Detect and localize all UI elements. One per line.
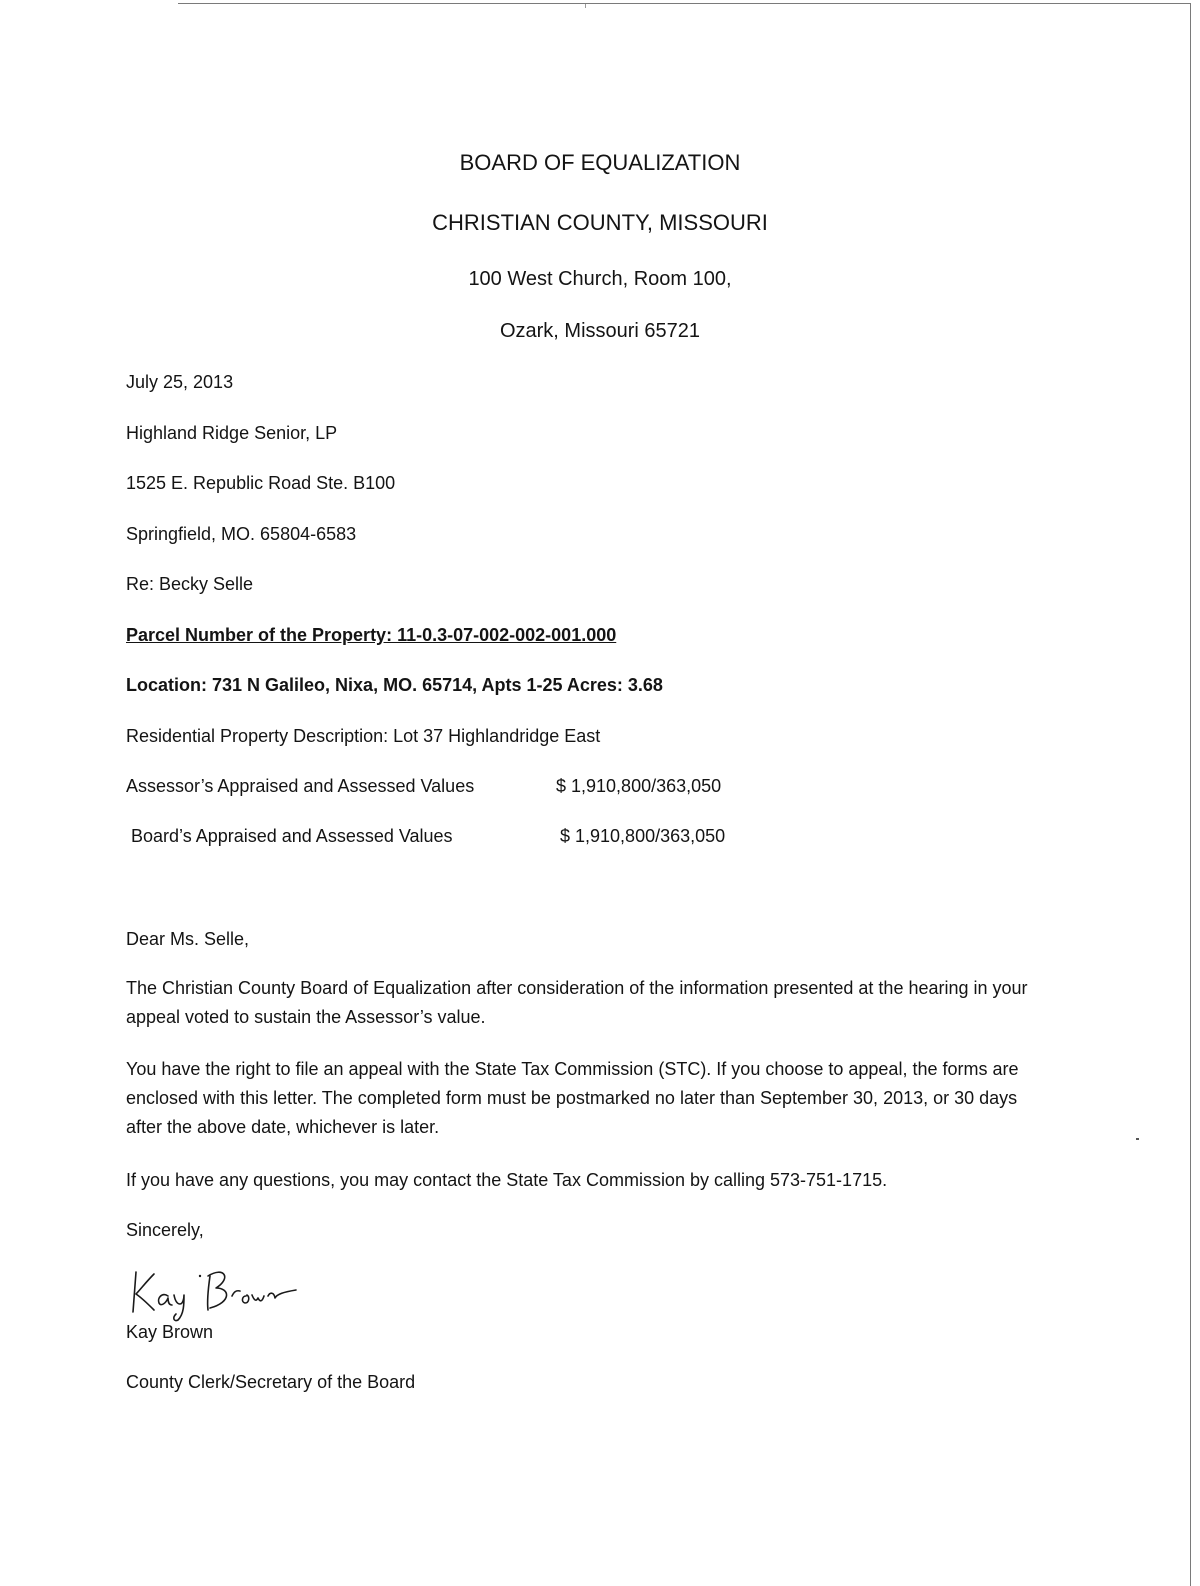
letterhead-city: Ozark, Missouri 65721 bbox=[499, 320, 701, 342]
board-values-amount: $ 1,910,800/363,050 bbox=[560, 826, 726, 846]
signer-title: County Clerk/Secretary of the Board bbox=[126, 1372, 416, 1392]
body-paragraph-contact: If you have any questions, you may contact the State Tax Commission by calling 573-751-1715. bbox=[126, 1170, 888, 1190]
letterhead-county: CHRISTIAN COUNTY, MISSOURI bbox=[432, 210, 768, 235]
letter-date: July 25, 2013 bbox=[126, 372, 234, 392]
body-paragraph-appeal-rights: You have the right to file an appeal with the State Tax Commission (STC). If you choose to appeal, the forms are enclosed with this letter. The completed form must be postmarked no later than September 30, 2013, or 30 days after the above date, whichever is later. bbox=[126, 1059, 1019, 1137]
scan-edge-right bbox=[1190, 3, 1191, 1586]
recipient-street: 1525 E. Republic Road Ste. B100 bbox=[126, 473, 396, 493]
scan-edge-top bbox=[178, 3, 1190, 4]
signer-name: Kay Brown bbox=[126, 1322, 214, 1342]
recipient-city: Springfield, MO. 65804-6583 bbox=[126, 524, 357, 544]
salutation: Dear Ms. Selle, bbox=[126, 929, 250, 949]
closing: Sincerely, bbox=[126, 1220, 204, 1240]
body-paragraph-decision: The Christian County Board of Equalization after consideration of the information presented at the hearing in your appeal voted to sustain the Assessor’s value. bbox=[126, 978, 1028, 1027]
property-location: Location: 731 N Galileo, Nixa, MO. 65714, Apts 1-25 Acres: 3.68 bbox=[126, 675, 663, 695]
signature-image bbox=[128, 1262, 308, 1322]
board-values-label: Board’s Appraised and Assessed Values bbox=[131, 826, 453, 846]
assessor-values-amount: $ 1,910,800/363,050 bbox=[556, 776, 722, 796]
re-line: Re: Becky Selle bbox=[126, 574, 254, 594]
scan-speck bbox=[1136, 1138, 1139, 1140]
letterhead-street: 100 West Church, Room 100, bbox=[468, 268, 732, 290]
assessor-values-label: Assessor’s Appraised and Assessed Values bbox=[126, 776, 475, 796]
parcel-number: Parcel Number of the Property: 11-0.3-07-002-002-001.000 bbox=[126, 625, 617, 645]
scan-mark bbox=[585, 4, 586, 8]
recipient-name: Highland Ridge Senior, LP bbox=[126, 423, 338, 443]
property-description: Residential Property Description: Lot 37 Highlandridge East bbox=[126, 726, 601, 746]
letterhead-title: BOARD OF EQUALIZATION bbox=[459, 150, 741, 175]
